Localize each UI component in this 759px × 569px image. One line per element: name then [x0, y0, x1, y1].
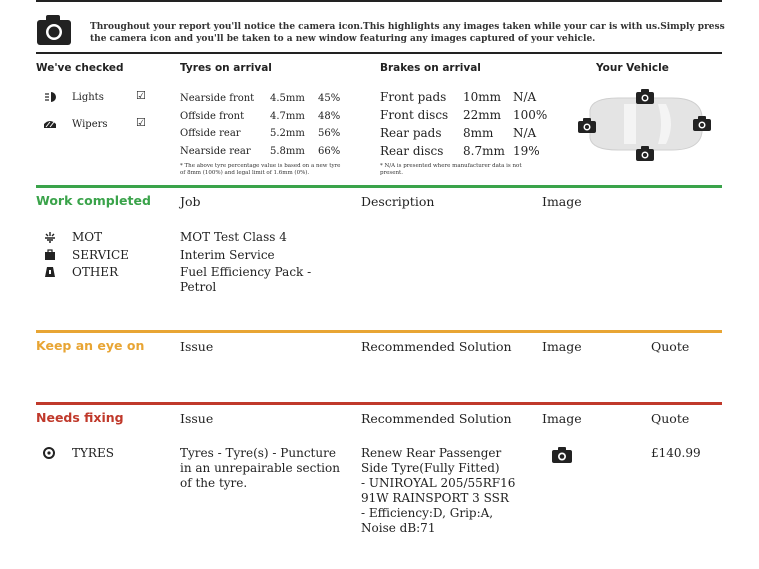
- camera-icon[interactable]: [552, 447, 572, 463]
- brakes-title: Brakes on arrival: [380, 62, 481, 74]
- brake-depth: 22mm: [463, 108, 502, 122]
- checked-item-lights: Lights: [72, 92, 104, 103]
- brake-name: Rear discs: [380, 144, 444, 158]
- col-image: Image: [542, 339, 582, 354]
- work-completed-title: Work completed: [36, 193, 151, 208]
- col-quote: Quote: [651, 339, 690, 354]
- tyre-pct: 66%: [318, 146, 341, 157]
- col-job: Job: [180, 194, 201, 209]
- brake-pct: N/A: [513, 90, 537, 104]
- col-solution: Recommended Solution: [361, 339, 512, 354]
- camera-icon[interactable]: [636, 89, 654, 104]
- camera-info-text: Throughout your report you'll notice the camera icon.This highlights any images taken while your car is with us.Simply press the camera icon and you'll be taken to a new window featuring any images captured of your vehicle.: [90, 22, 725, 44]
- check-icon: ☑: [136, 116, 146, 129]
- tyre-depth: 5.2mm: [270, 128, 305, 139]
- fix-quote: £140.99: [651, 446, 701, 460]
- work-completed-divider: [36, 185, 722, 188]
- brake-name: Front pads: [380, 90, 447, 104]
- tyre-name: Offside rear: [180, 128, 241, 139]
- top-divider: [36, 0, 722, 2]
- tyre-name: Offside front: [180, 111, 245, 122]
- headlight-icon: [45, 92, 57, 102]
- tyre-pct: 45%: [318, 93, 341, 104]
- keep-eye-title: Keep an eye on: [36, 338, 145, 353]
- tyre-depth: 5.8mm: [270, 146, 305, 157]
- work-job: MOT Test Class 4: [180, 230, 287, 244]
- header-divider: [36, 52, 722, 54]
- tyre-icon: [43, 447, 55, 459]
- fix-solution: Renew Rear Passenger Side Tyre(Fully Fitted) - UNIROYAL 205/55RF16 91W RAINSPORT 3 SSR - Efficiency:D, Grip:A, Noise dB:71: [361, 446, 516, 535]
- tyre-pct: 56%: [318, 128, 341, 139]
- work-type: OTHER: [72, 265, 119, 279]
- checked-item-wipers: Wipers: [72, 119, 108, 130]
- col-issue: Issue: [180, 339, 214, 354]
- col-issue: Issue: [180, 411, 214, 426]
- work-type: SERVICE: [72, 248, 129, 262]
- brake-depth: 10mm: [463, 90, 502, 104]
- col-image: Image: [542, 411, 582, 426]
- camera-icon[interactable]: [693, 116, 711, 131]
- brake-pct: N/A: [513, 126, 537, 140]
- col-image: Image: [542, 194, 582, 209]
- brake-pct: 100%: [513, 108, 548, 122]
- keep-eye-divider: [36, 330, 722, 333]
- fix-issue: Tyres - Tyre(s) - Puncture in an unrepairable section of the tyre.: [180, 446, 340, 490]
- tyres-title: Tyres on arrival: [180, 62, 272, 74]
- tyre-depth: 4.7mm: [270, 111, 305, 122]
- tyre-name: Nearside front: [180, 93, 255, 104]
- camera-icon[interactable]: [578, 118, 596, 133]
- brake-depth: 8mm: [463, 126, 494, 140]
- needs-fixing-title: Needs fixing: [36, 410, 124, 425]
- tyre-depth: 4.5mm: [270, 93, 305, 104]
- camera-icon[interactable]: [636, 146, 654, 161]
- fix-type: TYRES: [72, 446, 114, 460]
- checked-title: We've checked: [36, 62, 124, 74]
- work-job: Interim Service: [180, 248, 275, 262]
- mot-icon: [44, 231, 56, 243]
- brake-name: Front discs: [380, 108, 449, 122]
- tyre-pct: 48%: [318, 111, 341, 122]
- needs-fixing-divider: [36, 402, 722, 405]
- brake-pct: 19%: [513, 144, 540, 158]
- camera-icon: [36, 14, 72, 46]
- brakes-note: * N/A is presented where manufacturer data is not present.: [380, 163, 522, 176]
- col-quote: Quote: [651, 411, 690, 426]
- tyre-name: Nearside rear: [180, 146, 251, 157]
- brake-name: Rear pads: [380, 126, 442, 140]
- tyres-note: * The above tyre percentage value is based on a new tyre of 8mm (100%) and legal limit of 1.6mm (0%).: [180, 163, 341, 176]
- vehicle-title: Your Vehicle: [596, 62, 669, 74]
- service-icon: [44, 249, 56, 261]
- work-job: Fuel Efficiency Pack - Petrol: [180, 265, 312, 294]
- work-type: MOT: [72, 230, 103, 244]
- fuel-pump-icon: [44, 266, 56, 278]
- wiper-icon: [43, 119, 57, 129]
- brake-depth: 8.7mm: [463, 144, 505, 158]
- col-solution: Recommended Solution: [361, 411, 512, 426]
- col-description: Description: [361, 194, 435, 209]
- check-icon: ☑: [136, 89, 146, 102]
